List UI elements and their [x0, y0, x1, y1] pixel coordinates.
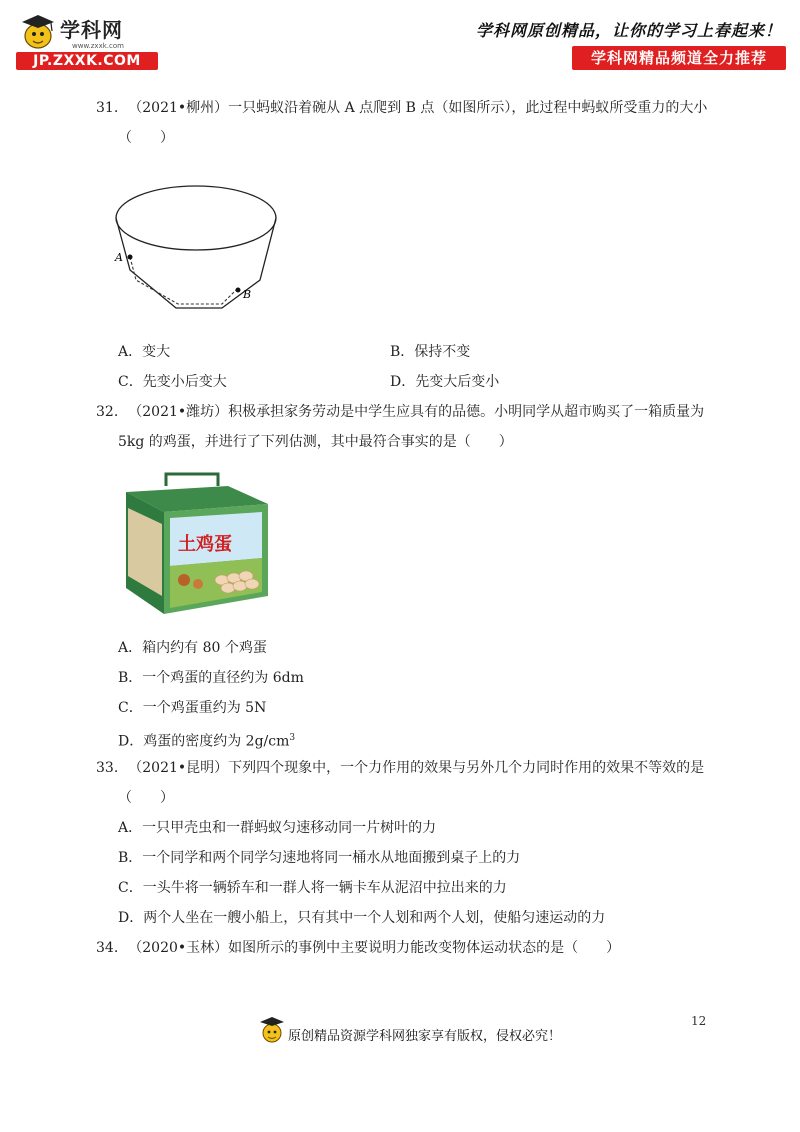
question-33-line2: （ ）	[118, 790, 174, 806]
question-34-stem: （2020•玉林）如图所示的事例中主要说明力能改变物体运动状态的是（ ）	[128, 940, 621, 956]
header-slogan: 学科网原创精品，让你的学习上春起来！	[475, 21, 782, 40]
question-33-option-a: A．一只甲壳虫和一群蚂蚁匀速移动同一片树叶的力	[118, 820, 437, 836]
site-logo	[14, 12, 164, 74]
logo-small-url: www.zxxk.com	[72, 42, 124, 50]
question-33-option-c: C．一头牛将一辆轿车和一群人将一辆卡车从泥沼中拉出来的力	[118, 880, 507, 896]
logo-url-banner: JP.ZXXK.COM	[16, 52, 158, 70]
question-32-option-b: B．一个鸡蛋的直径约为 6dm	[118, 670, 304, 686]
question-31-number: 31.	[96, 100, 119, 116]
mascot-icon	[14, 12, 58, 52]
point-a-icon	[128, 255, 133, 260]
question-33-option-b: B．一个同学和两个同学匀速地将同一桶水从地面搬到桌子上的力	[118, 850, 521, 866]
question-32-line2: 5kg 的鸡蛋，并进行了下列估测，其中最符合事实的是（ ）	[118, 434, 513, 450]
question-31-option-a: A．变大	[118, 344, 171, 360]
question-32-option-c: C．一个鸡蛋重约为 5N	[118, 700, 267, 716]
question-32-stem: （2021•潍坊）积极承担家务劳动是中学生应具有的品德。小明同学从超市购买了一箱质量为	[128, 404, 705, 420]
page-number: 12	[691, 1014, 707, 1028]
egg-box-figure	[118, 468, 278, 618]
question-31-stem: （2021•柳州）一只蚂蚁沿着碗从 A 点爬到 B 点（如图所示），此过程中蚂蚁所受重力的大小	[128, 100, 708, 116]
point-a-label: A	[115, 251, 123, 264]
question-31-line1	[96, 98, 707, 118]
question-34-number: 34.	[96, 940, 119, 956]
egg-box-title: 土鸡蛋	[178, 534, 232, 555]
channel-banner: 学科网精品频道全力推荐	[572, 46, 786, 70]
question-33-number: 33.	[96, 760, 119, 776]
question-32-line1	[96, 402, 704, 422]
point-b-label: B	[243, 288, 252, 301]
question-33-option-d: D．两个人坐在一艘小船上，只有其中一个人划和两个人划，使船匀速运动的力	[118, 910, 606, 926]
question-34-line1	[96, 938, 620, 958]
question-33-stem: （2021•昆明）下列四个现象中，一个力作用的效果与另外几个力同时作用的效果不等效的是	[128, 760, 705, 776]
question-32-option-a: A．箱内约有 80 个鸡蛋	[118, 640, 267, 656]
question-33-line1	[96, 758, 704, 778]
point-b-icon	[236, 288, 241, 293]
question-32-number: 32.	[96, 404, 119, 420]
question-31-line2: （ ）	[118, 130, 174, 146]
copyright-notice: 原创精品资源学科网独家享有版权，侵权必究！	[288, 1029, 562, 1044]
question-31-option-b: B．保持不变	[390, 344, 471, 360]
question-32-option-d: D．鸡蛋的密度约为 $2g/cm^3$	[118, 733, 296, 750]
density-unit-superscript: 3	[289, 733, 296, 743]
footer-mascot-icon	[258, 1014, 286, 1046]
question-31-option-d: D．先变大后变小	[390, 374, 500, 390]
bowl-figure	[110, 180, 290, 315]
logo-text: 学科网	[60, 18, 123, 42]
question-31-option-c: C．先变小后变大	[118, 374, 227, 390]
